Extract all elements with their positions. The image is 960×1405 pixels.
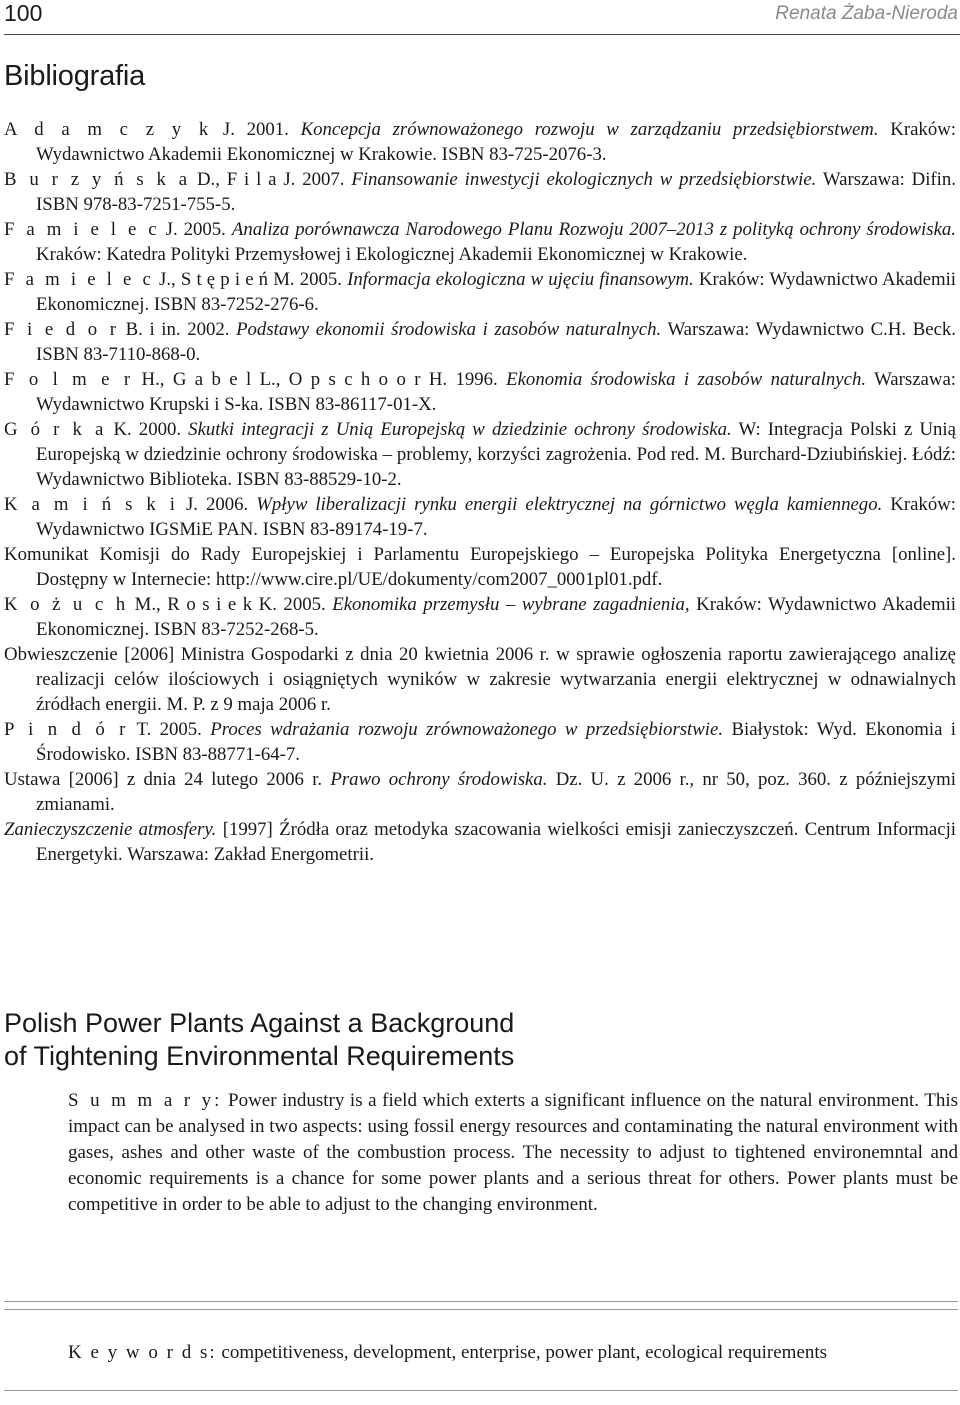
bibliography-heading: Bibliografia: [4, 60, 146, 92]
bib-author: A d a m c z y k: [4, 119, 212, 140]
keywords-line: [68, 1340, 827, 1366]
bib-details: M., R o s i e k K. 2005.: [128, 594, 333, 615]
bib-author: B u r z y ń s k a: [4, 169, 191, 190]
bib-entry: [4, 642, 956, 717]
bib-entry: [4, 267, 956, 317]
bib-entry: [4, 767, 956, 817]
bib-details: D., F i l a J. 2007.: [190, 169, 352, 190]
summary-label: S u m m a r y:: [68, 1090, 223, 1111]
bib-details: Komunikat Komisji do Rady Europejskiej i Parlamentu Europejskiego – Europejska Polityka Energetyczna [online]. Dostępny w Internecie: http://www.cire.pl/UE/dokumenty/com2007_0001pl01.pdf.: [4, 544, 956, 590]
bib-publisher: Kraków: Wydawnictwo Akademii Ekonomicznej. ISBN 83-7252-276-6.: [36, 269, 956, 315]
bib-entry: [4, 717, 956, 767]
bib-author: G ó r k a: [4, 419, 107, 440]
bottom-rule: [4, 1390, 958, 1391]
bib-publisher: Kraków: Katedra Polityki Przemysłowej i Ekologicznej Akademii Ekonomicznej w Krakowie.: [36, 244, 748, 265]
bib-publisher: Warszawa: Wydawnictwo C.H. Beck. ISBN 83-7110-868-0.: [36, 319, 956, 365]
summary-paragraph: [68, 1088, 958, 1218]
bib-author: F i e d o r: [4, 319, 120, 340]
page-number: 100: [4, 0, 43, 26]
bib-author: F o l m e r: [4, 369, 134, 390]
english-title-line-2: of Tightening Environmental Requirements: [4, 1041, 515, 1071]
bib-author: K o ż u c h: [4, 594, 129, 615]
running-author: Renata Żaba-Nierodа: [775, 3, 958, 24]
bib-details: J. 2001.: [211, 119, 301, 140]
bib-details: K. 2000.: [106, 419, 189, 440]
bib-title: Zanieczyszczenie atmosfery.: [4, 819, 217, 840]
bib-title: Podstawy ekonomii środowiska i zasobów naturalnych.: [236, 319, 662, 340]
bib-publisher: [1997] Źródła oraz metodyka szacowania wielkości emisji zanieczyszczeń. Centrum Informacji Energetyki. Warszawa: Zakład Energometrii.: [36, 819, 957, 865]
bib-entry: [4, 117, 956, 167]
bib-entry: [4, 592, 956, 642]
bib-title: Ekonomika przemysłu – wybrane zagadnienia,: [332, 594, 690, 615]
bib-publisher: Białystok: Wyd. Ekonomia i Środowisko. ISBN 83-88771-64-7.: [36, 719, 957, 765]
bib-title: Analiza porównawcza Narodowego Planu Rozwoju 2007–2013 z polityką ochrony środowiska.: [231, 219, 956, 240]
bib-title: Koncepcja zrównoważonego rozwoju w zarządzaniu przedsiębiorstwem.: [300, 119, 879, 140]
bib-title: Proces wdrażania rozwoju zrównoważonego w przedsiębiorstwie.: [210, 719, 724, 740]
bib-publisher: Kraków: Wydawnictwo Akademii Ekonomicznej w Krakowie. ISBN 83-725-2076-3.: [36, 119, 956, 165]
bib-details: B. i in. 2002.: [119, 319, 237, 340]
bib-entry: [4, 817, 956, 867]
bib-publisher: Dz. U. z 2006 r., nr 50, poz. 360. z późniejszymi zmianami.: [36, 769, 956, 815]
bib-details: Ustawa [2006] z dnia 24 lutego 2006 r.: [4, 769, 331, 790]
bib-title: Skutki integracji z Unią Europejską w dziedzinie ochrony środowiska.: [188, 419, 732, 440]
double-rule: [4, 1301, 958, 1310]
bib-entry: [4, 167, 956, 217]
bib-entry: [4, 317, 956, 367]
bib-entry: [4, 492, 956, 542]
bib-title: Prawo ochrony środowiska.: [330, 769, 548, 790]
bib-entry: [4, 542, 956, 592]
bib-details: J. 2005.: [159, 219, 232, 240]
bib-details: T. 2005.: [128, 719, 211, 740]
bib-details: H., G a b e l L., O p s c h o o r H. 1996.: [133, 369, 507, 390]
bib-title: Wpływ liberalizacji rynku energii elektrycznej na górnictwo węgla kamiennego.: [256, 494, 883, 515]
bib-publisher: Warszawa: Difin. ISBN 978-83-7251-755-5.: [36, 169, 956, 215]
bib-author: P i n d ó r: [4, 719, 129, 740]
keywords-text: competitiveness, development, enterprise, power plant, ecological requirements: [216, 1342, 828, 1363]
page-header: [4, 0, 958, 32]
bib-title: Informacja ekologiczna w ujęciu finansowym.: [347, 269, 694, 290]
bib-publisher: W: Integracja Polski z Unią Europejską w dziedzinie ochrony środowiska – problemy, korzyści zagrożenia. Pod red. M. Burchard-Dziubińskiej. Łódź: Wydawnictwo Biblioteka. ISBN 83-88529-10-2.: [36, 419, 956, 490]
english-title: [4, 1007, 514, 1073]
keywords-label: K e y w o r d s:: [68, 1342, 217, 1363]
bib-author: F a m i e l e c: [4, 269, 154, 290]
bib-details: J., S t ę p i e ń M. 2005.: [153, 269, 348, 290]
bibliography-list: [4, 117, 956, 867]
bib-entry: [4, 417, 956, 492]
bib-publisher: Kraków: Wydawnictwo IGSMiE PAN. ISBN 83-89174-19-7.: [36, 494, 956, 540]
bib-author: F a m i e l e c: [4, 219, 160, 240]
header-rule: [4, 34, 960, 35]
bib-details: J. 2006.: [178, 494, 257, 515]
summary-text: Power industry is a field which exterts a significant influence on the natural environment. This impact can be analysed in two aspects: using fossil energy resources and contaminating the natural environment with gases, ashes and other waste of the combustion process. The necessity to adjust to tightened environemntal and economic requirements is a chance for some power plants and a serious threat for others. Power plants must be competitive in order to be able to adjust to the changing environment.: [68, 1090, 958, 1215]
english-title-line-1: Polish Power Plants Against a Background: [4, 1008, 515, 1038]
bib-entry: [4, 217, 956, 267]
bib-author: K a m i ń s k i: [4, 494, 178, 515]
bib-entry: [4, 367, 956, 417]
bib-publisher: Kraków: Wydawnictwo Akademii Ekonomicznej. ISBN 83-7252-268-5.: [36, 594, 957, 640]
bib-details: Obwieszczenie [2006] Ministra Gospodarki z dnia 20 kwietnia 2006 r. w sprawie ogłoszenia raportu zawierającego analizę realizacji celów ilościowych i osiągniętych wyników w zakresie wytwarzania energii elektrycznej w odnawialnych źródłach energii. M. P. z 9 maja 2006 r.: [4, 644, 956, 715]
bib-publisher: Warszawa: Wydawnictwo Krupski i S-ka. ISBN 83-86117-01-X.: [36, 369, 956, 415]
bib-title: Finansowanie inwestycji ekologicznych w przedsiębiorstwie.: [351, 169, 817, 190]
bib-title: Ekonomia środowiska i zasobów naturalnych.: [506, 369, 867, 390]
